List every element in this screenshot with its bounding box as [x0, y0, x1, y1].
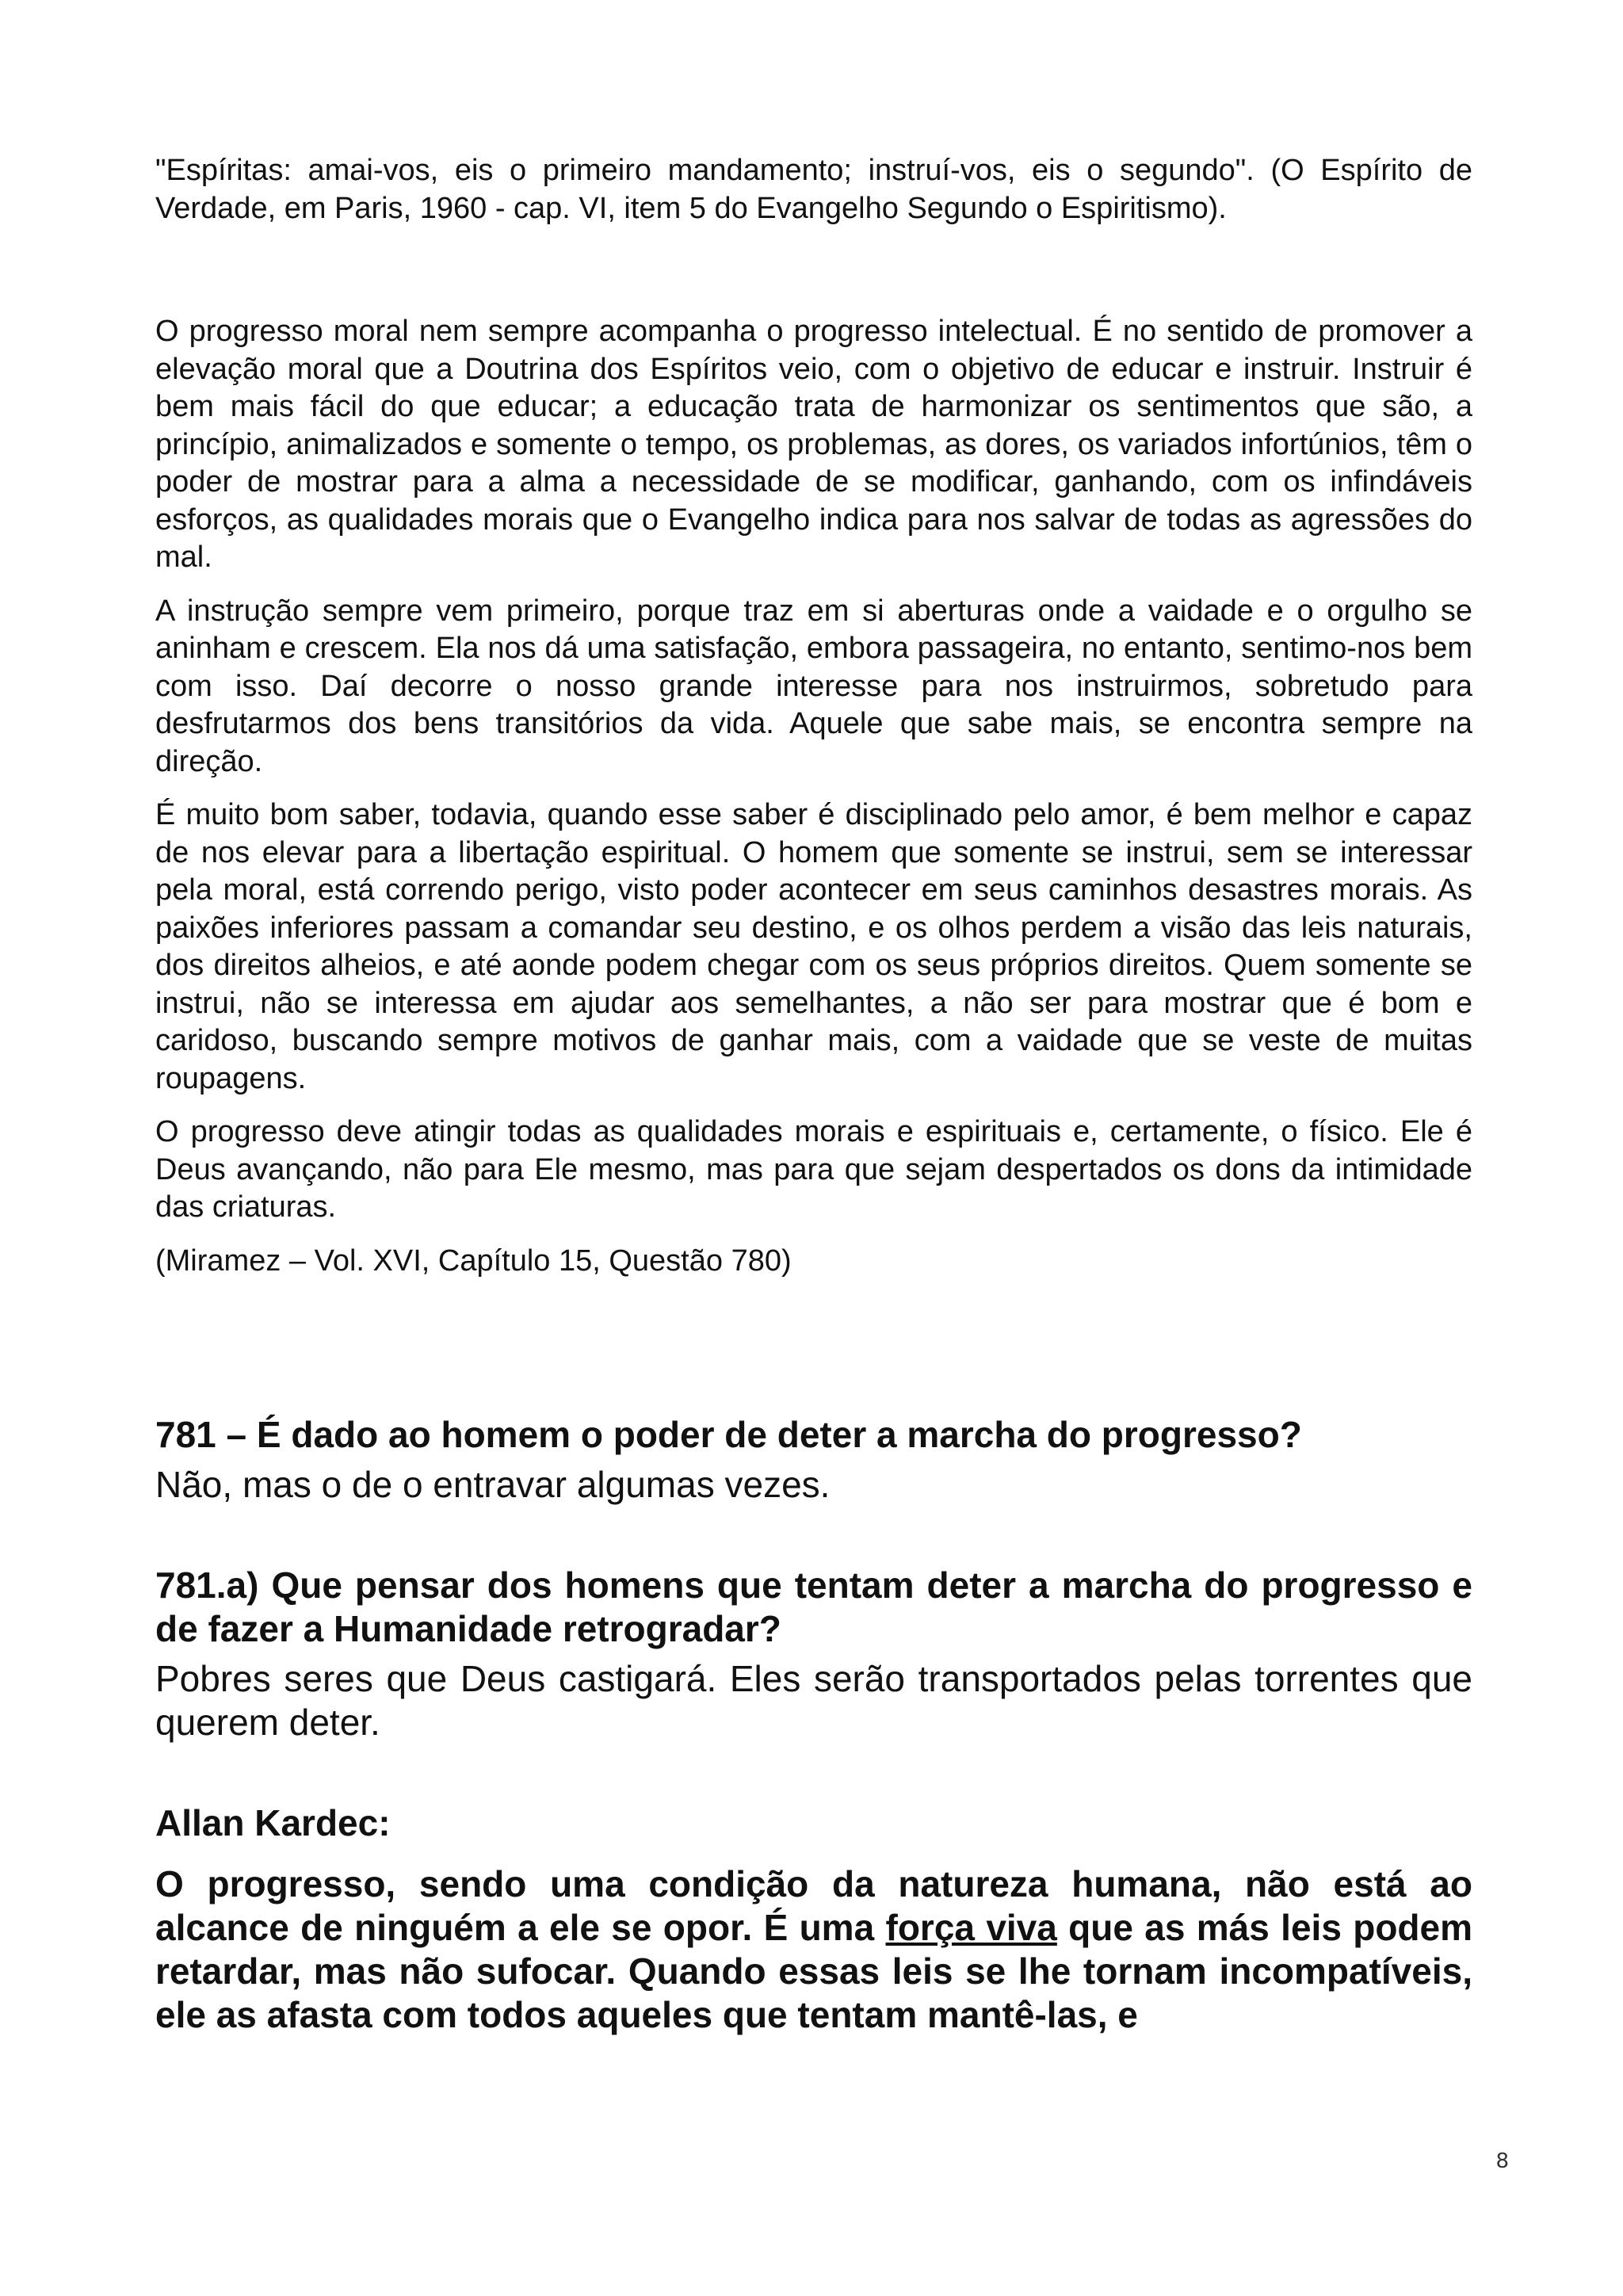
kardec-text [155, 1862, 1472, 2037]
kardec-heading: Allan Kardec: [155, 1802, 391, 1843]
kardec-underlined-phrase: força viva [885, 1907, 1057, 1948]
question-781a [155, 1564, 1472, 1744]
question-781 [155, 1413, 1472, 1507]
page-body [155, 152, 1472, 2037]
citation: (Miramez – Vol. XVI, Capítulo 15, Questão 780) [155, 1244, 792, 1278]
paragraph-3: É muito bom saber, todavia, quando esse saber é disciplinado pelo amor, é bem melhor e capaz de nos elevar para a libertação espiritual. O homem que somente se instrui, sem se interessar pela moral, está correndo perigo, visto poder acontecer em seus caminhos desastres morais. As paixões inferiores passam a comandar seu destino, e os olhos perdem a visão das leis naturais, dos direitos alheios, e até aonde podem chegar com os seus próprios direitos. Quem somente se instrui, não se interessa em ajudar aos semelhantes, a não ser para mostrar que é bom e caridoso, buscando sempre motivos de ganhar mais, com a vaidade que se veste de muitas roupagens. [155, 798, 1472, 1095]
opening-quote: "Espíritas: amai-vos, eis o primeiro mandamento; instruí-vos, eis o segundo". (O Espírito de Verdade, em Paris, 1960 - cap. VI, item 5 do Evangelho Segundo o Espiritismo). [155, 154, 1472, 225]
paragraph-1: O progresso moral nem sempre acompanha o progresso intelectual. É no sentido de promover a elevação moral que a Doutrina dos Espíritos veio, com o objetivo de educar e instruir. Instruir é bem mais fácil do que educar; a educação trata de harmonizar os sentimentos que são, a princípio, animalizados e somente o tempo, os problemas, as dores, os variados infortúnios, têm o poder de mostrar para a alma a necessidade de se modificar, ganhando, com os infindáveis esforços, as qualidades morais que o Evangelho indica para nos salvar de todas as agressões do mal. [155, 315, 1472, 574]
question-781a-answer: Pobres seres que Deus castigará. Eles serão transportados pelas torrentes que querem deter. [155, 1658, 1472, 1743]
question-781-title: 781 – É dado ao homem o poder de deter a marcha do progresso? [155, 1414, 1302, 1455]
page-number: 8 [1495, 2149, 1509, 2173]
question-781a-title: 781.a) Que pensar dos homens que tentam deter a marcha do progresso e de fazer a Humanidade retrogradar? [155, 1564, 1472, 1649]
kardec-text-before: O progresso, sendo uma condição da natureza humana, não está ao alcance de ninguém a ele se opor. É uma [155, 1863, 1472, 1948]
question-781-answer: Não, mas o de o entravar algumas vezes. [155, 1464, 831, 1505]
paragraph-4: O progresso deve atingir todas as qualidades morais e espirituais e, certamente, o físico. Ele é Deus avançando, não para Ele mesmo, mas para que sejam despertados os dons da intimidade das criaturas. [155, 1115, 1472, 1224]
kardec-section [155, 1801, 1472, 2037]
kardec-text-after: que as más leis podem retardar, mas não sufocar. Quando essas leis se lhe tornam incompatíveis, ele as afasta com todos aqueles que tentam mantê-las, e [155, 1907, 1473, 2035]
paragraph-2: A instrução sempre vem primeiro, porque traz em si aberturas onde a vaidade e o orgulho se aninham e crescem. Ela nos dá uma satisfação, embora passageira, no entanto, sentimo-nos bem com isso. Daí decorre o nosso grande interesse para nos instruirmos, sobretudo para desfrutarmos dos bens transitórios da vida. Aquele que sabe mais, se encontra sempre na direção. [155, 594, 1472, 778]
